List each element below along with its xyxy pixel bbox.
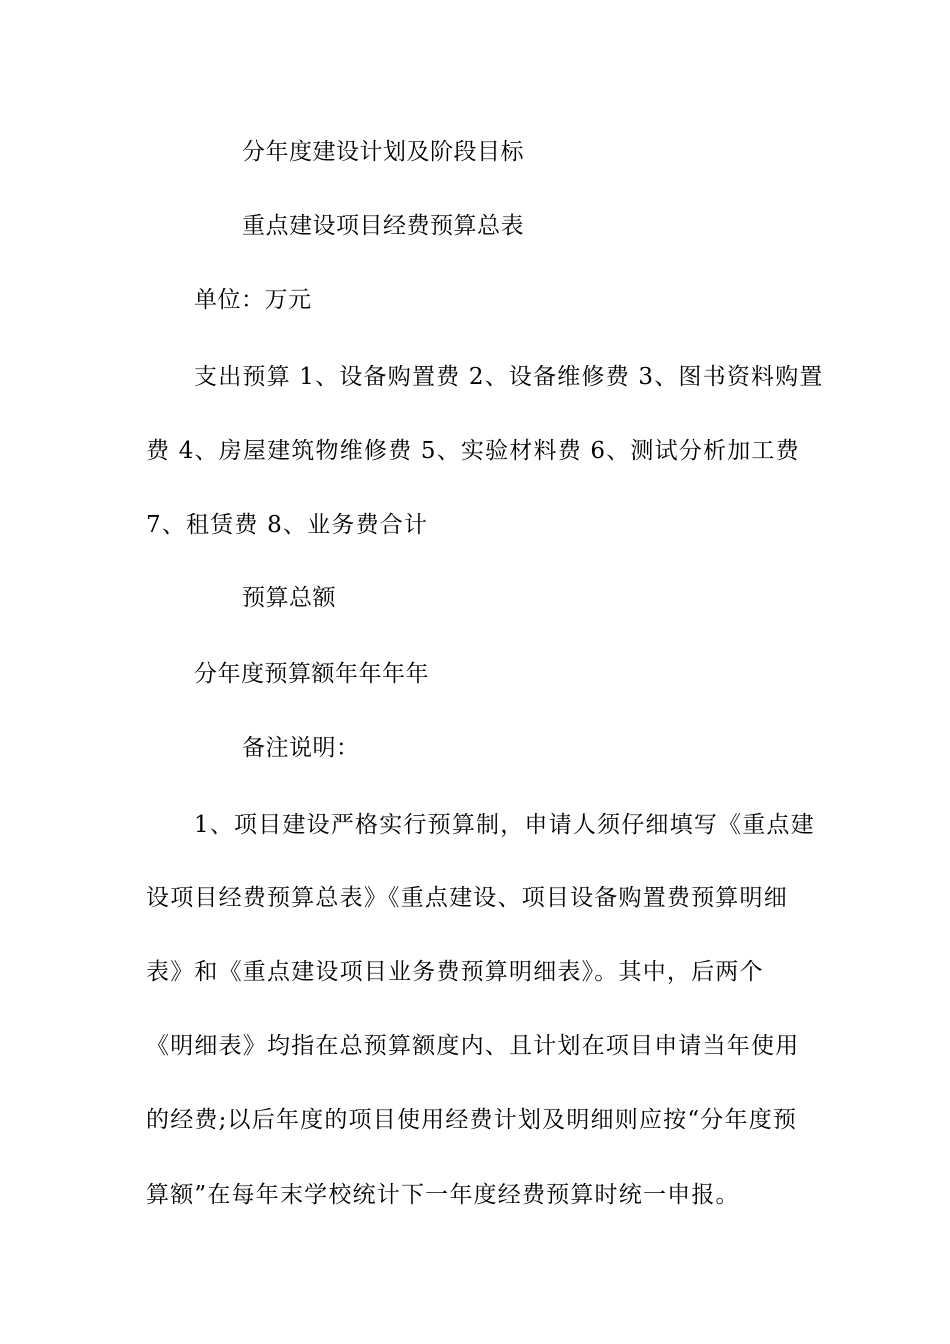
expense-line-2: 费 4、房屋建筑物维修费 5、实验材料费 6、测试分析加工费	[146, 438, 800, 464]
note-line-1: 1、项目建设严格实行预算制，申请人须仔细填写《重点建	[194, 812, 815, 838]
unit-label: 单位：万元	[194, 287, 312, 313]
note-line-4: 《明细表》均指在总预算额度内、且计划在项目申请当年使用	[146, 1033, 800, 1059]
budget-total-label: 预算总额	[242, 585, 336, 611]
note-line-5: 的经费;以后年度的项目使用经费计划及明细则应按“分年度预	[146, 1107, 798, 1133]
heading-plan: 分年度建设计划及阶段目标	[242, 139, 524, 165]
notes-title: 备注说明：	[242, 735, 360, 761]
note-line-6: 算额”在每年末学校统计下一年度经费预算时统一申报。	[146, 1182, 740, 1208]
expense-line-3: 7、租赁费 8、业务费合计	[146, 512, 429, 538]
note-line-3: 表》和《重点建设项目业务费预算明细表》。其中，后两个	[146, 959, 764, 985]
annual-budget-label: 分年度预算额年年年年	[194, 661, 429, 687]
heading-budget-table: 重点建设项目经费预算总表	[242, 213, 524, 239]
note-line-2: 设项目经费预算总表》《重点建设、项目设备购置费预算明细	[146, 885, 788, 911]
expense-line-1: 支出预算 1、设备购置费 2、设备维修费 3、图书资料购置	[194, 364, 824, 390]
